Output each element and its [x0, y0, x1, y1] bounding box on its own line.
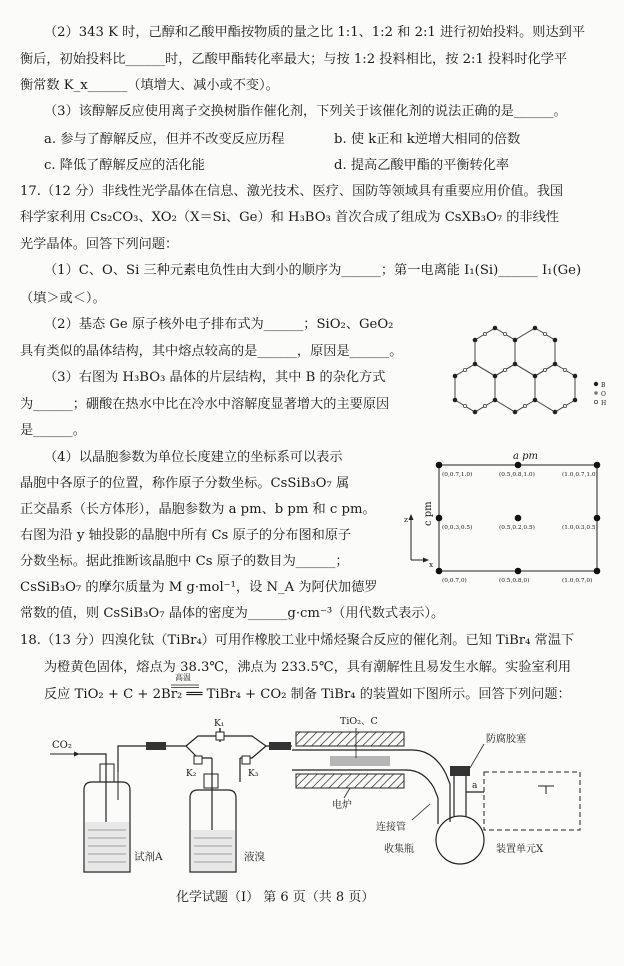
- coord-label: (0.5,0.8,1.0): [499, 472, 535, 478]
- apparatus-diagram: [14, 712, 614, 892]
- q17-4-line3: 正交晶系（长方体形），晶胞参数为 a pm、b pm 和 c pm。: [20, 502, 376, 517]
- q17-3-line2: 为______；硼酸在热水中比在冷水中溶解度显著增大的主要原因: [20, 397, 390, 412]
- legend-h-dot: [594, 400, 597, 403]
- cs-atom: [594, 568, 601, 575]
- cs-unit-cell-projection: [405, 440, 605, 590]
- cs-atom: [515, 462, 522, 469]
- wash-bottle-a: [84, 764, 130, 872]
- legend-h-label: H: [601, 400, 607, 407]
- z-axis-label: z: [404, 515, 408, 524]
- coord-label: (0,0.3,0.5): [442, 525, 473, 531]
- q16-3-option-c: c. 降低了醇解反应的活化能: [44, 158, 205, 173]
- q16-3-option-b: b. 使 k正和 k逆增大相同的倍数: [334, 132, 521, 147]
- q16-3-option-a: a. 参与了醇解反应，但并不改变反应历程: [44, 132, 285, 147]
- coord-label: (0,0.7,1.0): [442, 472, 473, 478]
- coord-label: (0,0.7,0): [442, 578, 467, 584]
- legend-b-label: B: [601, 382, 606, 389]
- cs-atom: [436, 515, 443, 522]
- q17-1-line2: （填＞或＜）。: [20, 291, 106, 306]
- q17-3-line3: 是______。: [20, 423, 86, 438]
- q17-4-line1: （4）以晶胞参数为单位长度建立的坐标系可以表示: [44, 450, 343, 465]
- coord-label: (1.0,0.3,0.5): [562, 525, 598, 531]
- cs-atom: [436, 462, 443, 469]
- q17-4-line5: 分数坐标。据此推断该晶胞中 Cs 原子的数目为______；: [20, 554, 349, 569]
- port-a-label: a: [472, 781, 478, 791]
- q17-3-line1: （3）右图为 H₃BO₃ 晶体的片层结构，其中 B 的杂化方式: [44, 370, 386, 385]
- a-pm-label: a pm: [513, 451, 539, 462]
- q17-1-line1: （1）C、O、Si 三种元素电负性由大到小的顺序为______；第一电离能 I₁(Si)______ I₁(Ge): [44, 263, 582, 278]
- q17-4-line7: 常数的值，则 CsSiB₃O₇ 晶体的密度为______g·cm⁻³（用代数式表示）。: [20, 606, 445, 621]
- reaction-equals-line: [171, 683, 201, 689]
- q16-2-line2: 衡后，初始投料比______时，乙酸甲酯转化率最大；与按 1:2 投料相比，按 2:1 投料时化学平: [20, 52, 568, 67]
- legend-o-dot: [594, 391, 598, 395]
- q17-4-line6: CsSiB₃O₇ 的摩尔质量为 M g·mol⁻¹，设 N_A 为阿伏加德罗: [20, 580, 378, 595]
- stopper-label: 防腐胶塞: [486, 734, 526, 745]
- coord-label: (0.5,0.2,0.5): [499, 525, 535, 531]
- coord-label: (1.0,0.7,0): [562, 578, 593, 584]
- q16-2-line3: 衡常数 K_x______（填增大、减小或不变）。: [20, 78, 279, 93]
- bromine-bottle: [190, 774, 236, 872]
- k2-label: K₂: [186, 769, 197, 779]
- k3-label: K₃: [248, 769, 259, 779]
- page-footer: 化学试题（Ⅰ） 第 6 页（共 8 页）: [176, 890, 375, 905]
- q16-2-line1: （2）343 K 时，己醇和乙酸甲酯按物质的量之比 1:1、1:2 和 2:1 进行初始投料。则达到平: [44, 25, 586, 40]
- q16-3-stem: （3）该醇解反应使用离子交换树脂作催化剂，下列关于该催化剂的说法正确的是______。: [44, 104, 567, 119]
- furnace-label: 电炉: [332, 800, 352, 811]
- q17-2-line1: （2）基态 Ge 原子核外电子排布式为______；SiO₂、GeO₂: [44, 317, 394, 332]
- coord-label: (1.0,0.7,1.0): [562, 472, 598, 478]
- unit-x-label: 装置单元X: [496, 844, 544, 855]
- reagent-a-label: 试剂A: [134, 851, 163, 863]
- unit-x-box: [484, 772, 580, 830]
- q18-stem-line2: 为橙黄色固体，熔点为 38.3℃，沸点为 233.5℃，具有潮解性且易发生水解。实验室利用: [44, 660, 572, 675]
- q17-2-line2: 具有类似的晶体结构，其中熔点较高的是______，原因是______。: [20, 344, 403, 359]
- cs-atom: [515, 568, 522, 575]
- cs-atom: [594, 462, 601, 469]
- coord-label: (0.5,0.8,0): [499, 578, 530, 584]
- co2-label: CO₂: [52, 740, 72, 751]
- boric-acid-layer-diagram: [440, 318, 610, 428]
- cs-atom: [436, 568, 443, 575]
- cs-atom: [515, 515, 522, 522]
- x-axis-label: x: [429, 560, 434, 569]
- tio2-c-label: TiO₂、C: [340, 716, 378, 727]
- legend-b-dot: [594, 382, 598, 386]
- reaction-condition: 高温: [175, 673, 191, 682]
- legend-o-label: O: [601, 391, 606, 398]
- q17-stem-line2: 科学家利用 Cs₂CO₃、XO₂（X＝Si、Ge）和 H₃BO₃ 首次合成了组成为 CsXB₃O₇ 的非线性: [20, 210, 559, 225]
- q18-stem-line1: 18.（13 分）四溴化钛（TiBr₄）可用作橡胶工业中烯烃聚合反应的催化剂。已知 TiBr₄ 常温下: [20, 633, 575, 648]
- q17-4-line2: 晶胞中各原子的位置，称作原子分数坐标。CsSiB₃O₇ 属: [20, 476, 350, 491]
- q17-stem-line3: 光学晶体。回答下列问题：: [20, 237, 179, 252]
- q18-stem-line3: 反应 TiO₂ + C + 2Br₂ ══ TiBr₄ + CO₂ 制备 TiBr₄ 的装置如下图所示。回答下列问题：: [44, 687, 571, 702]
- q17-stem-line1: 17.（12 分）非线性光学晶体在信息、激光技术、医疗、国防等领域具有重要应用价值。我国: [20, 184, 564, 199]
- liquid-bromine-label: 液溴: [244, 851, 265, 863]
- c-pm-label: c pm: [423, 501, 434, 526]
- q16-3-option-d: d. 提高乙酸甲酯的平衡转化率: [334, 158, 510, 173]
- cs-atom: [594, 515, 601, 522]
- flask-label: 收集瓶: [384, 844, 414, 855]
- q17-4-line4: 右图为沿 y 轴投影的晶胞中所有 Cs 原子的分布图和原子: [20, 528, 352, 543]
- connector-label: 连接管: [376, 822, 406, 833]
- k1-label: K₁: [214, 719, 225, 729]
